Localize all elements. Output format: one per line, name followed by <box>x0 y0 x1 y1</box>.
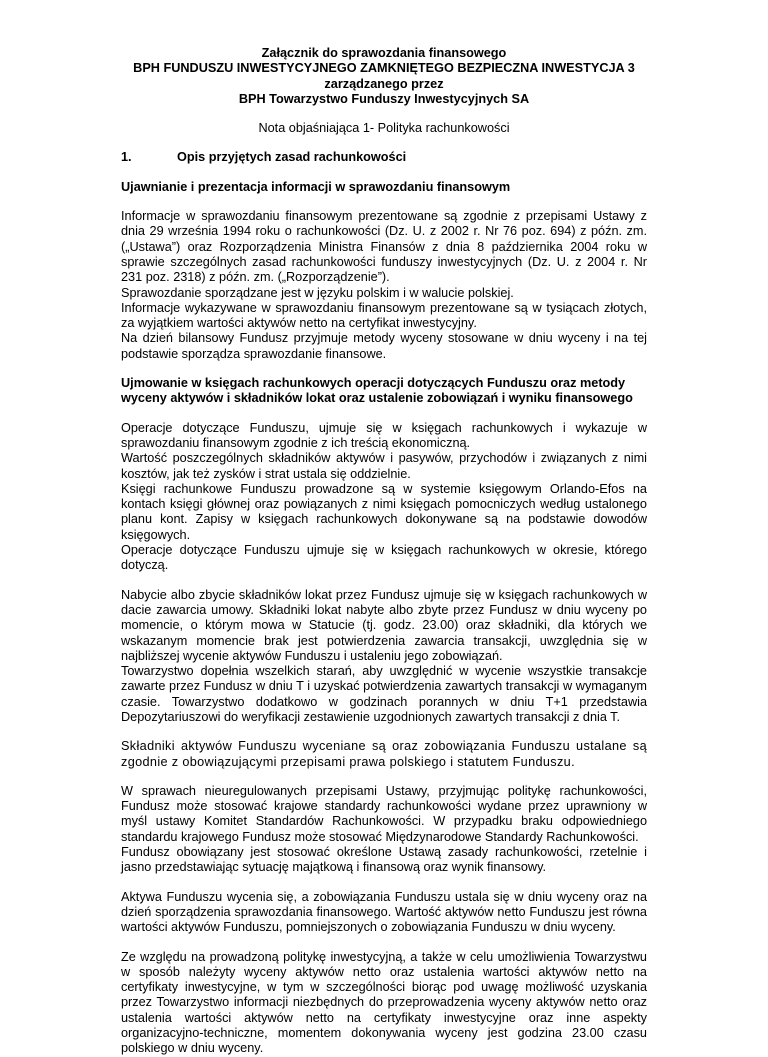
header-line-3: zarządzanego przez <box>324 76 444 91</box>
paragraph: Informacje w sprawozdaniu finansowym prezentowane są zgodnie z przepisami Ustawy z dnia 29 września 1994 roku o rachunkowości (Dz. U. z 2002 r. Nr 76 poz. 694) z późn. zm. („Ustawa”) oraz Rozporządzenia Ministra Finansów z dnia 8 października 2004 roku w sprawie szczególnych zasad rachunkowości funduszy inwestycyjnych (Dz. U. z 2004 r. Nr 231 poz. 2318) z późn. zm. („Rozporządzenie”). <box>121 209 647 285</box>
paragraph: W sprawach nieuregulowanych przepisami Ustawy, przyjmując politykę rachunkowości, Fundusz może stosować krajowe standardy rachunkowości wydane przez uprawniony w myśl ustawy Komitet Standardów Rachunkowości. W przypadku braku odpowiedniego standardu krajowego Fundusz może stosować Międzynarodowe Standardy Rachunkowości. <box>121 783 647 844</box>
paragraph: Składniki aktywów Funduszu wyceniane są oraz zobowiązania Funduszu ustalane są zgodnie z obowiązującymi przepisami prawa polskiego i statutem Funduszu. <box>121 739 647 769</box>
paragraph: Operacje dotyczące Funduszu, ujmuje się w księgach rachunkowych i wykazuje w sprawozdaniu finansowym zgodnie z ich treścią ekonomiczną. <box>121 420 647 450</box>
document-header <box>121 46 647 107</box>
paragraph: Informacje wykazywane w sprawozdaniu finansowym prezentowane są w tysiącach złotych, za wyjątkiem wartości aktywów netto na certyfikat inwestycyjny. <box>121 300 647 331</box>
paragraph: Operacje dotyczące Funduszu ujmuje się w księgach rachunkowych w okresie, którego dotyczą. <box>121 543 647 573</box>
note-title: Nota objaśniająca 1- Polityka rachunkowości <box>258 121 510 136</box>
paragraph: Na dzień bilansowy Fundusz przyjmuje metody wyceny stosowane w dniu wyceny i na tej podstawie sporządza sprawozdanie finansowe. <box>121 331 647 361</box>
paragraph: Fundusz obowiązany jest stosować określone Ustawą zasady rachunkowości, rzetelnie i jasno przedstawiając sytuację majątkową i finansową oraz wynik finansowy. <box>121 845 647 875</box>
paragraph: Nabycie albo zbycie składników lokat przez Fundusz ujmuje się w księgach rachunkowych w dacie zawarcia umowy. Składniki lokat nabyte albo zbyte przez Fundusz w dniu wyceny po momencie, o którym mowa w Statucie (tj. godz. 23.00) oraz składniki, dla których we wskazanym momencie brak jest potwierdzenia zawarcia transakcji, uwzględnia się w najbliższej wycenie aktywów Funduszu i ustaleniu jego zobowiązań. <box>121 587 647 663</box>
paragraph-block-6 <box>121 890 647 936</box>
paragraph: Wartość poszczególnych składników aktywów i pasywów, przychodów i związanych z nimi kosztów, jak też zysków i strat ustala się oddzielnie. <box>121 451 647 481</box>
paragraph-block-7 <box>121 950 647 1057</box>
header-line-2: BPH FUNDUSZU INWESTYCYJNEGO ZAMKNIĘTEGO BEZPIECZNA INWESTYCJA 3 <box>133 61 635 76</box>
header-line-4: BPH Towarzystwo Funduszy Inwestycyjnych SA <box>238 91 530 106</box>
paragraph: Księgi rachunkowe Funduszu prowadzone są w systemie księgowym Orlando-Efos na kontach księgi głównej oraz powiązanych z nimi księgach pomocniczych według ustalonego planu kont. Zapisy w księgach rachunkowych dokonywane są na podstawie dowodów księgowych. <box>121 481 647 542</box>
section-title: Opis przyjętych zasad rachunkowości <box>177 150 407 165</box>
paragraph-block-4 <box>121 739 647 770</box>
section-heading <box>121 150 647 165</box>
paragraph: Sprawozdanie sporządzane jest w języku polskim i w walucie polskiej. <box>121 285 514 300</box>
header-line-1: Załącznik do sprawozdania finansowego <box>261 46 507 60</box>
paragraph-block-5 <box>121 784 647 876</box>
document-page <box>121 46 647 1057</box>
paragraph-block-3 <box>121 588 647 726</box>
paragraph-block-2 <box>121 421 647 574</box>
paragraph: Aktywa Funduszu wycenia się, a zobowiązania Funduszu ustala się w dniu wyceny oraz na dzień sporządzenia sprawozdania finansowego. Wartość aktywów netto Funduszu jest równa wartości aktywów Funduszu, pomniejszonych o zobowiązania Funduszu w dniu wyceny. <box>121 889 647 935</box>
paragraph: Ze względu na prowadzoną politykę inwestycyjną, a także w celu umożliwienia Towarzystwu w sposób należyty wyceny aktywów netto oraz ustalenia wartości aktywów netto na certyfikaty inwestycyjne, w tym w szczególności biorąc pod uwagę możliwość uzyskania przez Towarzystwo informacji niezbędnych do przeprowadzenia wyceny aktywów netto oraz ustalenia wartości aktywów netto na certyfikaty inwestycyjne oraz inne aspekty organizacyjno-techniczne, momentem dokonywania wyceny jest godzina 23.00 czasu polskiego w dniu wyceny. <box>121 949 647 1056</box>
subheading-recognition: Ujmowanie w księgach rachunkowych operacji dotyczących Funduszu oraz metody wyceny aktywów i składników lokat oraz ustalenie zobowiązań i wyniku finansowego <box>121 376 633 406</box>
section-number: 1. <box>121 150 132 165</box>
paragraph: Towarzystwo dopełnia wszelkich starań, aby uwzględnić w wycenie wszystkie transakcje zawarte przez Fundusz w dniu T i uzyskać potwierdzenia zawartych transakcji w wymaganym czasie. Towarzystwo dodatkowo w godzinach porannych w dniu T+1 przedstawia Depozytariuszowi do weryfikacji zestawienie uzgodnionych zawartych transakcji z dnia T. <box>121 664 647 724</box>
subheading-disclosure: Ujawnianie i prezentacja informacji w sprawozdaniu finansowym <box>121 179 511 194</box>
paragraph-block-1 <box>121 209 647 362</box>
